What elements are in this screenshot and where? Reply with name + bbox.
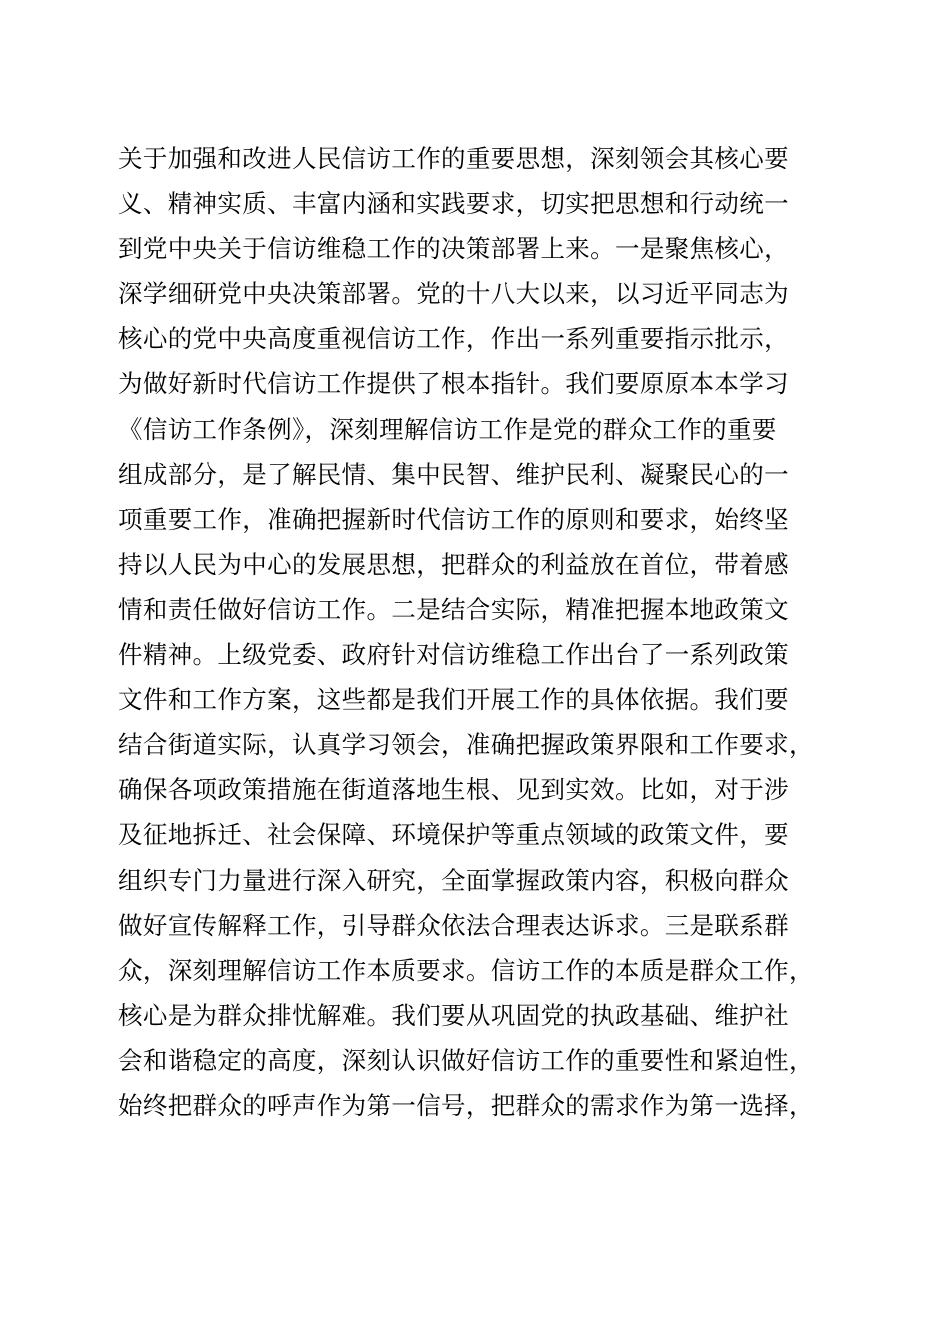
- text-line: 义、精神实质、丰富内涵和实践要求，切实把思想和行动统一: [118, 189, 789, 219]
- text-line: 众，深刻理解信访工作本质要求。信访工作的本质是群众工作，: [118, 955, 814, 985]
- text-line: 文件和工作方案，这些都是我们开展工作的具体依据。我们要: [118, 685, 789, 715]
- text-line: 项重要工作，准确把握新时代信访工作的原则和要求，始终坚: [118, 504, 789, 534]
- text-line: 《信访工作条例》，深刻理解信访工作是党的群众工作的重要: [118, 414, 777, 444]
- text-line: 到党中央关于信访维稳工作的决策部署上来。一是聚焦核心，: [118, 234, 789, 264]
- text-line: 始终把群众的呼声作为第一信号，把群众的需求作为第一选择，: [118, 1090, 814, 1120]
- text-line: 确保各项政策措施在街道落地生根、见到实效。比如，对于涉: [118, 775, 789, 805]
- text-line: 件精神。上级党委、政府针对信访维稳工作出台了一系列政策: [118, 640, 789, 670]
- text-line: 深学细研党中央决策部署。党的十八大以来，以习近平同志为: [118, 279, 789, 309]
- text-line: 核心的党中央高度重视信访工作，作出一系列重要指示批示，: [118, 324, 789, 354]
- text-line: 为做好新时代信访工作提供了根本指针。我们要原原本本学习: [118, 369, 789, 399]
- text-line: 做好宣传解释工作，引导群众依法合理表达诉求。三是联系群: [118, 910, 789, 940]
- text-line: 组成部分，是了解民情、集中民智、维护民利、凝聚民心的一: [118, 459, 789, 489]
- text-line: 持以人民为中心的发展思想，把群众的利益放在首位，带着感: [118, 549, 789, 579]
- body-text: [118, 136, 838, 1128]
- text-line: 情和责任做好信访工作。二是结合实际，精准把握本地政策文: [118, 594, 789, 624]
- text-line: 核心是为群众排忧解难。我们要从巩固党的执政基础、维护社: [118, 1000, 789, 1030]
- text-line: 关于加强和改进人民信访工作的重要思想，深刻领会其核心要: [118, 144, 789, 173]
- text-line: 及征地拆迁、社会保障、环境保护等重点领域的政策文件，要: [118, 820, 789, 850]
- text-line: 组织专门力量进行深入研究，全面掌握政策内容，积极向群众: [118, 865, 789, 895]
- text-line: 会和谐稳定的高度，深刻认识做好信访工作的重要性和紧迫性，: [118, 1045, 814, 1075]
- text-line: 结合街道实际，认真学习领会，准确把握政策界限和工作要求，: [118, 730, 814, 760]
